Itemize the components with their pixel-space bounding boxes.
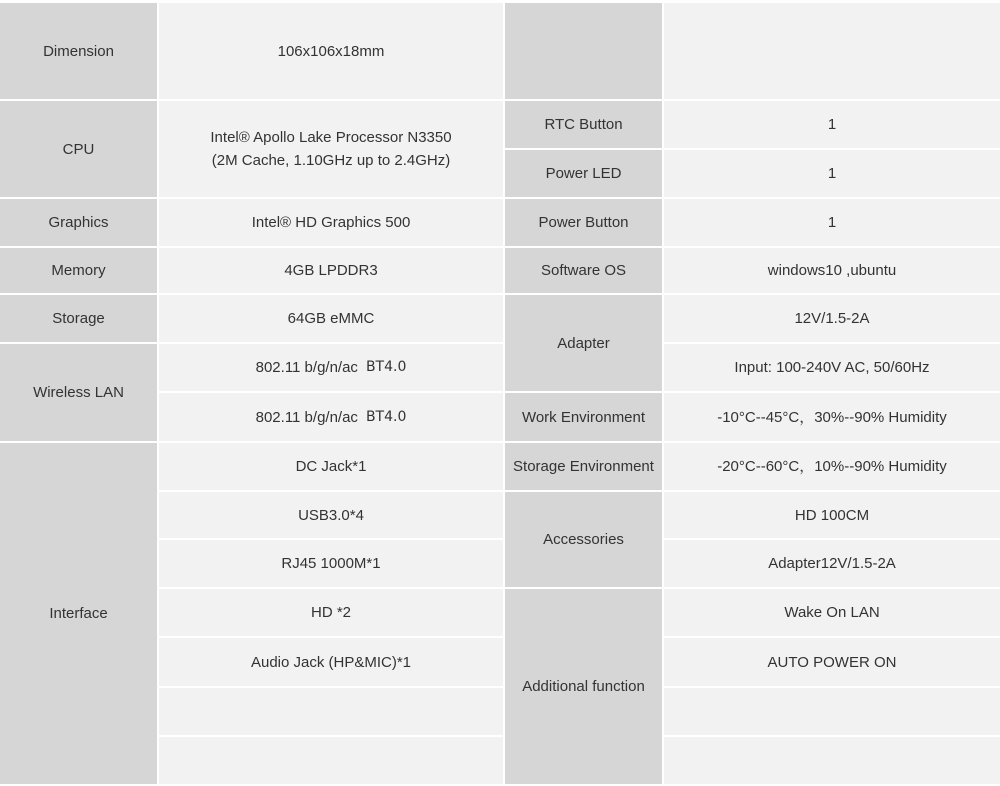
value-accessories-2 — [664, 540, 1000, 587]
value-interface-4-text: HD *2 — [310, 604, 351, 621]
value-work-environment-text: -10°C--45°C，30%--90% Humidity — [717, 408, 947, 426]
value-cpu-line1: Intel® Apollo Lake Processor N3350 — [210, 129, 452, 146]
label-accessories-text: Accessories — [543, 531, 624, 548]
label-rtc-button — [505, 101, 662, 148]
value-storage-text: 64GB eMMC — [287, 310, 375, 327]
label-wireless-lan-text: Wireless LAN — [33, 384, 124, 401]
value-interface-2 — [159, 492, 503, 538]
value-cpu-line2: (2M Cache, 1.10GHz up to 2.4GHz) — [211, 152, 451, 169]
value-graphics-text: Intel® HD Graphics 500 — [251, 214, 411, 231]
value-additional-3 — [664, 688, 1000, 735]
value-power-led-text: 1 — [827, 165, 837, 182]
label-storage-environment — [505, 443, 662, 490]
value-accessories-1-text: HD 100CM — [794, 506, 870, 524]
label-memory-text: Memory — [51, 262, 106, 279]
value-additional-2 — [664, 638, 1000, 686]
label-power-button-text: Power Button — [538, 214, 629, 231]
value-storage-environment — [664, 443, 1000, 490]
label-work-environment-text: Work Environment — [521, 408, 646, 426]
label-dimension — [0, 3, 157, 99]
value-adapter-1-text: 12V/1.5-2A — [794, 310, 870, 327]
label-storage-environment-text: Storage Environment — [513, 458, 654, 475]
value-storage-environment-text: -20°C--60°C，10%--90% Humidity — [717, 458, 947, 475]
value-additional-2-text: AUTO POWER ON — [767, 653, 897, 671]
value-interface-3 — [159, 540, 503, 587]
value-dimension — [159, 3, 503, 99]
value-adapter-2 — [664, 344, 1000, 391]
value-adapter-2-text: Input: 100-240V AC, 50/60Hz — [734, 359, 930, 376]
label-power-led — [505, 150, 662, 197]
value-interface-6 — [159, 688, 503, 735]
value-power-button — [664, 199, 1000, 246]
value-software-os-text: windows10 ,ubuntu — [767, 262, 897, 279]
value-wireless-1-bt: BT4.0 — [365, 359, 407, 375]
value-interface-2-text: USB3.0*4 — [298, 506, 364, 524]
value-additional-1-text: Wake On LAN — [784, 604, 880, 621]
label-cpu-text: CPU — [62, 140, 95, 158]
label-accessories — [505, 492, 662, 587]
value-wireless-1-wifi: 802.11 b/g/n/ac — [255, 359, 358, 376]
label-additional-function — [505, 589, 662, 784]
value-dimension-text: 106x106x18mm — [277, 42, 385, 60]
label-software-os-text: Software OS — [540, 262, 627, 279]
label-power-button — [505, 199, 662, 246]
label-dimension-text: Dimension — [43, 42, 114, 60]
value-additional-4 — [664, 737, 1000, 784]
value-interface-3-text: RJ45 1000M*1 — [281, 555, 381, 572]
value-empty-top — [664, 3, 1000, 99]
value-memory — [159, 248, 503, 293]
label-empty-top — [505, 3, 662, 99]
label-software-os — [505, 248, 662, 293]
value-work-environment — [664, 393, 1000, 441]
value-power-button-text: 1 — [827, 214, 837, 231]
value-additional-1 — [664, 589, 1000, 636]
label-interface-text: Interface — [49, 605, 108, 622]
value-wireless-2-wifi: 802.11 b/g/n/ac — [255, 408, 358, 426]
label-additional-function-text: Additional function — [522, 678, 645, 695]
label-rtc-button-text: RTC Button — [544, 116, 623, 133]
value-interface-4 — [159, 589, 503, 636]
label-adapter — [505, 295, 662, 391]
label-power-led-text: Power LED — [545, 165, 622, 182]
label-graphics-text: Graphics — [48, 214, 109, 231]
label-cpu — [0, 101, 157, 197]
value-power-led — [664, 150, 1000, 197]
label-storage-text: Storage — [52, 310, 105, 327]
value-interface-1 — [159, 443, 503, 490]
label-adapter-text: Adapter — [557, 334, 610, 352]
value-interface-5 — [159, 638, 503, 686]
value-accessories-2-text: Adapter12V/1.5-2A — [768, 555, 896, 572]
value-adapter-1 — [664, 295, 1000, 342]
value-graphics — [159, 199, 503, 246]
label-graphics — [0, 199, 157, 246]
value-software-os — [664, 248, 1000, 293]
value-interface-7 — [159, 737, 503, 784]
label-memory — [0, 248, 157, 293]
value-rtc-button-text: 1 — [827, 116, 837, 133]
value-wireless-2-bt: BT4.0 — [365, 408, 407, 425]
value-storage — [159, 295, 503, 342]
value-interface-1-text: DC Jack*1 — [295, 458, 367, 475]
value-cpu — [159, 101, 503, 197]
value-wireless-1 — [159, 344, 503, 391]
value-rtc-button — [664, 101, 1000, 148]
label-interface — [0, 443, 157, 784]
label-wireless-lan — [0, 344, 157, 441]
label-storage — [0, 295, 157, 342]
label-work-environment — [505, 393, 662, 441]
value-accessories-1 — [664, 492, 1000, 538]
value-wireless-2 — [159, 393, 503, 441]
value-interface-5-text: Audio Jack (HP&MIC)*1 — [250, 653, 412, 671]
value-memory-text: 4GB LPDDR3 — [284, 262, 378, 279]
